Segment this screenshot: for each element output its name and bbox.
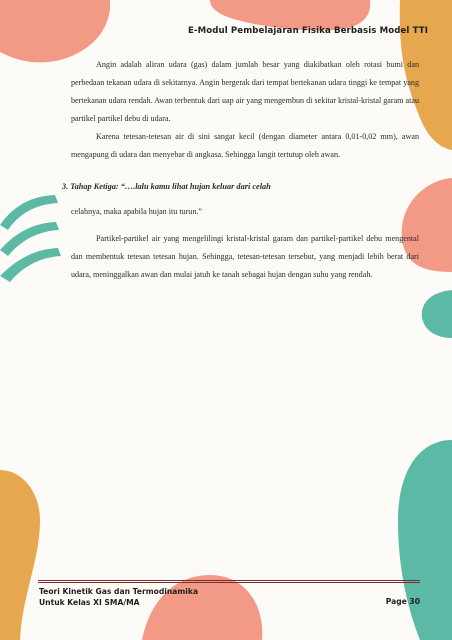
footer-book-info (39, 586, 198, 608)
page-number: Page 30 (385, 597, 420, 606)
paragraph-text: Karena tetesan-tetesan air di sini sangat kecil (dengan diameter antara 0,01-0,02 mm), awan mengapung di udara dan menyebar di angkasa. Sehingga langit tertutup oleh awan. (71, 132, 419, 159)
footer-book-title: Teori Kinetik Gas dan Termodinamika (39, 587, 199, 596)
footer-book-class: Untuk Kelas XI SMA/MA (39, 598, 140, 607)
paragraph-text: Angin adalah aliran udara (gas) dalam jumlah besar yang diakibatkan oleh rotasi bumi dan perbedaan tekanan udara di sekitarnya. Angin bergerak dari tempat bertekanan udara tinggi ke tempat yang bertekanan udara rendah. Awan terbentuk dari uap air yang mengembun di sekitar kristal-kristal garam atau partikel partikel debu di udara. (71, 60, 419, 123)
header-title: E-Modul Pembelajaran Fisika Berbasis Model TTI (187, 26, 428, 36)
footer-rule (38, 580, 420, 581)
paragraph (71, 56, 419, 128)
footer-rule (38, 582, 420, 583)
paragraph (71, 230, 419, 284)
section-heading: 3. Tahap Ketiga: “….lalu kamu lihat hujan keluar dari celah (62, 182, 271, 191)
paragraph-text: Partikel-partikel air yang mengelilingi kristal-kristal garam dan partikel-partikel debu mengental dan membentuk tetesan tetesan hujan. Sehingga, tetesan-tetesan tersebut, yang menjadi lebih berat dari udara, meninggalkan awan dan mulai jatuh ke tanah sebagai hujan dengan suhu yang rendah. (71, 234, 419, 279)
paragraph (71, 128, 419, 164)
paragraph-continuation: celahnya, maka apabila hujan itu turun.” (71, 207, 203, 216)
